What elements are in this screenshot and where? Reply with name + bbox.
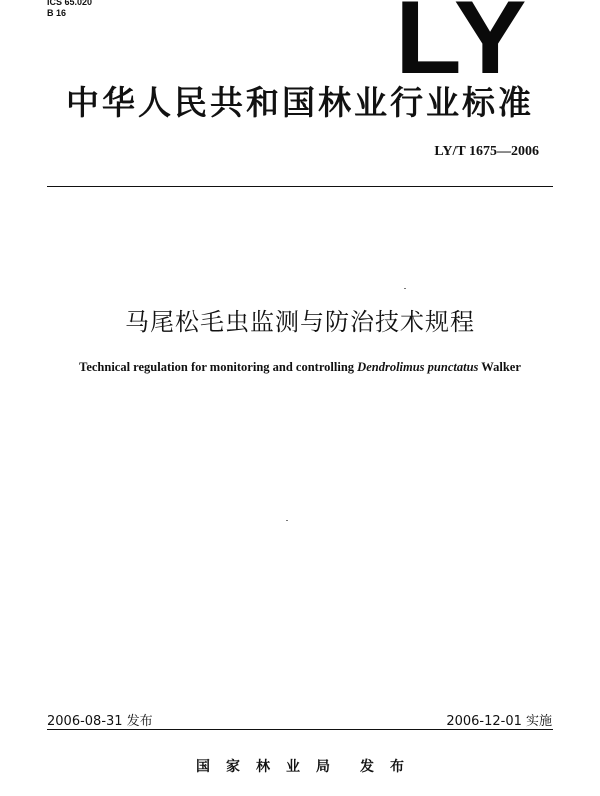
implementation-date: 2006-12-01 实施 bbox=[446, 714, 552, 729]
scan-speck bbox=[286, 520, 288, 521]
publisher-action-char: 布 bbox=[390, 759, 404, 775]
ly-logo: LY bbox=[395, 0, 529, 96]
document-title-cn: 马尾松毛虫监测与防治技术规程 bbox=[125, 308, 475, 336]
publisher-action-char: 发 bbox=[360, 759, 374, 775]
publisher-char: 局 bbox=[316, 759, 330, 775]
standard-number: LY/T 1675—2006 bbox=[434, 144, 539, 159]
title-en-prefix: Technical regulation for monitoring and controlling bbox=[79, 360, 358, 374]
publisher-line bbox=[0, 756, 600, 776]
publisher-char: 国 bbox=[196, 759, 210, 775]
publisher-char: 林 bbox=[256, 759, 270, 775]
ics-code: ICS 65.020 bbox=[47, 0, 93, 7]
scan-speck bbox=[404, 288, 406, 289]
ccs-code: B 16 bbox=[47, 8, 67, 18]
title-en-suffix: Walker bbox=[478, 360, 521, 374]
header-divider bbox=[47, 186, 553, 187]
footer-divider bbox=[47, 729, 553, 730]
title-en-species: Dendrolimus punctatus bbox=[357, 360, 479, 374]
organization-title: 中华人民共和国林业行业标准 bbox=[66, 83, 534, 122]
issue-date: 2006-08-31 发布 bbox=[47, 714, 153, 729]
document-title-en bbox=[0, 360, 600, 375]
publisher-char: 家 bbox=[226, 759, 240, 775]
classification-codes bbox=[47, 0, 92, 19]
publisher-char: 业 bbox=[286, 759, 300, 775]
